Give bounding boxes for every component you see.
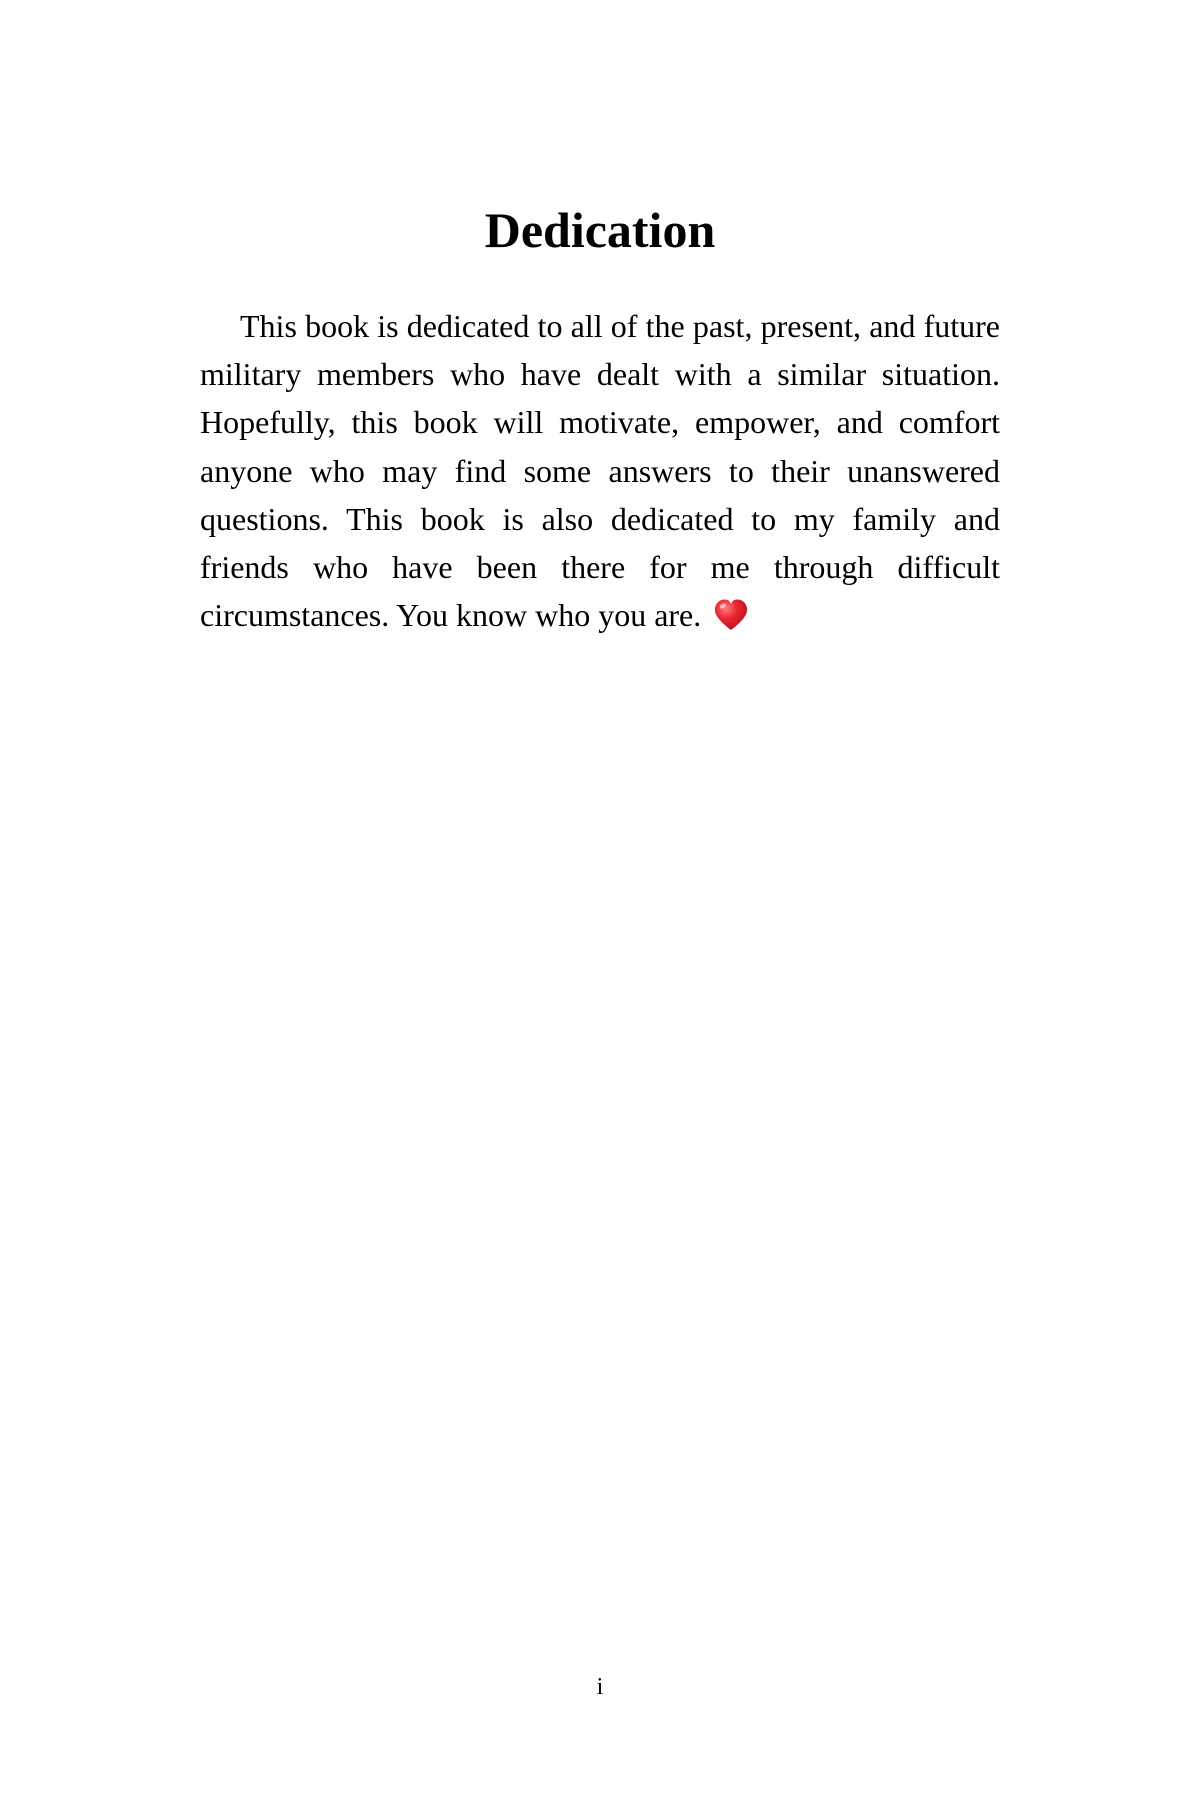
page-number: i [596,1674,604,1700]
page-title: Dedication [484,202,716,258]
heart-icon [713,598,749,632]
dedication-text: This book is dedicated to all of the past, present, and future military members who have dealt with a similar situation. Hopefully, this book will motivate, empower, and comfort anyone who may find some answers to their unanswered questions. This book is also dedicated to my family and friends who have been there for me through difficult circumstances. You know who you are. [200,308,1000,634]
dedication-paragraph [200,302,1000,639]
